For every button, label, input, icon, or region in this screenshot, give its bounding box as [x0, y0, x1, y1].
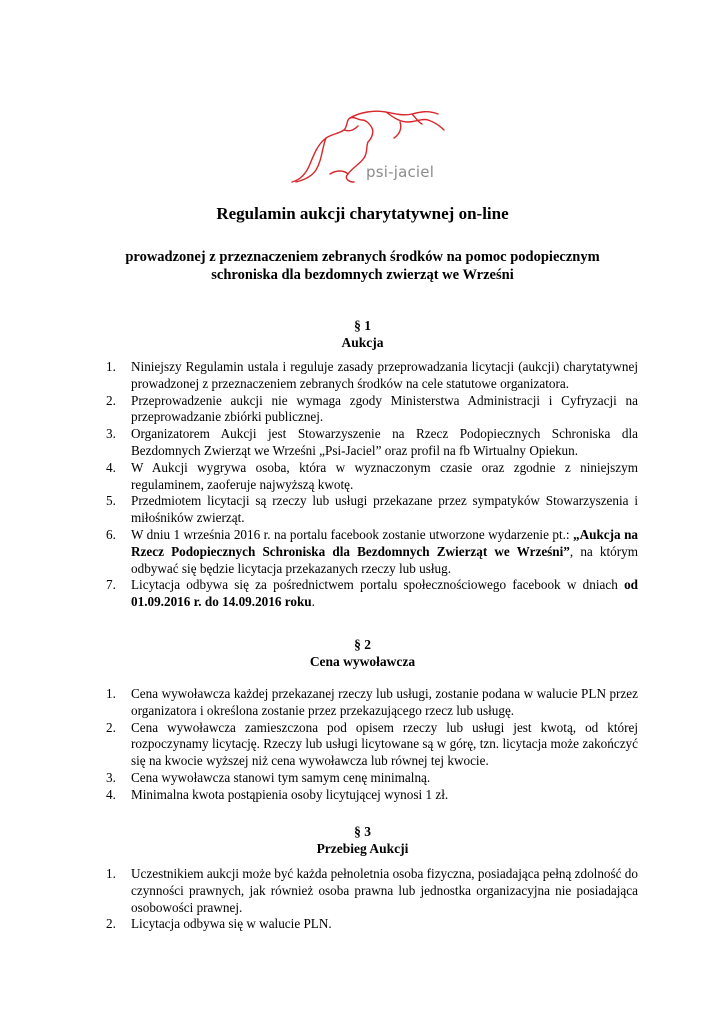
item-number: 1. — [106, 359, 116, 374]
section-3-header — [0, 823, 725, 857]
item-text: Cena wywoławcza każdej przekazanej rzeczy lub usługi, zostanie podana w walucie PLN przez organizatora i określona zostanie przez przekazującego rzecz lub usługę. — [131, 686, 638, 718]
item-text: W dniu 1 września 2016 r. na portalu facebook zostanie utworzone wydarzenie pt.: — [131, 526, 574, 542]
document-title: Regulamin aukcji charytatywnej on-line — [216, 204, 509, 223]
item-text: , na którym odbywać się będzie licytacja przekazanych rzeczy lub usług. — [131, 543, 639, 576]
item-text: Licytacja odbywa się w walucie PLN. — [131, 916, 332, 932]
item-number: 3. — [106, 769, 116, 785]
subtitle-line-1: prowadzonej z przeznaczeniem zebranych środków na pomoc podopiecznym — [125, 249, 600, 265]
list-item — [106, 460, 638, 494]
item-number: 4. — [106, 459, 116, 475]
item-text: Organizatorem Aukcji jest Stowarzyszenie na Rzecz Podopiecznych Schroniska dla Bezdomnych Zwierząt we Wrześni „Psi-Jaciel” oraz profil na fb Wirtualny Opiekun. — [131, 426, 638, 458]
section-1-list — [106, 359, 638, 611]
list-item — [106, 426, 638, 460]
section-2-list — [106, 686, 638, 804]
item-number: 2. — [106, 392, 116, 408]
item-number: 4. — [106, 786, 116, 802]
list-item — [106, 359, 638, 393]
list-item — [106, 686, 638, 720]
psi-jaciel-logo — [288, 108, 450, 186]
item-number: 1. — [106, 686, 116, 701]
list-item — [106, 577, 638, 611]
item-number: 3. — [106, 426, 116, 442]
list-item — [106, 493, 638, 527]
item-text: W Aukcji wygrywa osoba, która w wyznaczonym czasie oraz zgodnie z niniejszym regulaminem, zaoferuje najwyższą kwotę. — [131, 459, 638, 492]
list-item — [106, 916, 638, 933]
item-bold-text: od 01.09.2016 r. do 14.09.2016 roku — [131, 577, 638, 610]
item-number: 2. — [106, 719, 116, 735]
list-item — [106, 720, 638, 770]
item-bold-text: „Aukcja na Rzecz Podopiecznych Schroniska dla Bezdomnych Zwierząt we Wrześni” — [131, 526, 638, 559]
section-heading: Cena wywoławcza — [309, 654, 416, 669]
item-text: Uczestnikiem aukcji może być każda pełnoletnia osoba fizyczna, posiadająca pełną zdolność do czynności prawnych, jak również osoba prawna lub jednostka organizacyjna nie posiadająca osobowości prawnej. — [131, 866, 638, 915]
item-text: Cena wywoławcza zamieszczona pod opisem rzeczy lub usługi jest kwotą, od której rozpoczynamy licytację. Rzeczy lub usługi licytowane są w górę, tzn. licytacja może zakończyć się na kwocie wyższej niż cena wywoławcza lub równej tej kwocie. — [131, 719, 638, 769]
list-item — [106, 393, 638, 427]
item-text: Minimalna kwota postąpienia osoby licytującej wynosi 1 zł. — [131, 786, 449, 802]
list-item — [106, 787, 638, 804]
list-item — [106, 866, 638, 916]
item-text: Przedmiotem licytacji są rzeczy lub usługi przekazane przez sympatyków Stowarzyszenia i miłośników zwierząt. — [131, 493, 638, 526]
section-3-list — [106, 866, 638, 933]
item-text: . — [311, 594, 315, 610]
section-1-header — [0, 317, 725, 351]
item-number: 1. — [106, 866, 116, 881]
item-text: Przeprowadzenie aukcji nie wymaga zgody Ministerstwa Administracji i Cyfryzacji na przeprowadzanie zbiórki publicznej. — [131, 392, 638, 425]
item-number: 5. — [106, 493, 116, 509]
section-2-header — [0, 636, 725, 670]
item-number: 2. — [106, 916, 116, 932]
item-text: Niniejszy Regulamin ustala i reguluje zasady przeprowadzania licytacji (aukcji) charytatywnej prowadzonej z przeznaczeniem zebranych środków na cele statutowe organizatora. — [131, 359, 638, 391]
list-item — [106, 770, 638, 787]
list-item — [106, 527, 638, 577]
item-text: Cena wywoławcza stanowi tym samym cenę minimalną. — [131, 769, 431, 785]
item-number: 7. — [106, 577, 116, 593]
document-subtitle — [60, 248, 665, 284]
item-text: Licytacja odbywa się za pośrednictwem portalu społecznościowego facebook w dniach — [131, 577, 625, 593]
section-heading: Aukcja — [341, 335, 384, 350]
subtitle-line-2: schroniska dla bezdomnych zwierząt we Wrześni — [211, 267, 514, 283]
section-mark: § 3 — [354, 824, 371, 839]
section-mark: § 1 — [354, 318, 371, 333]
logo-text: psi-jaciel — [366, 163, 435, 181]
section-heading: Przebieg Aukcji — [316, 841, 409, 856]
item-number: 6. — [106, 526, 116, 542]
section-mark: § 2 — [354, 637, 371, 652]
